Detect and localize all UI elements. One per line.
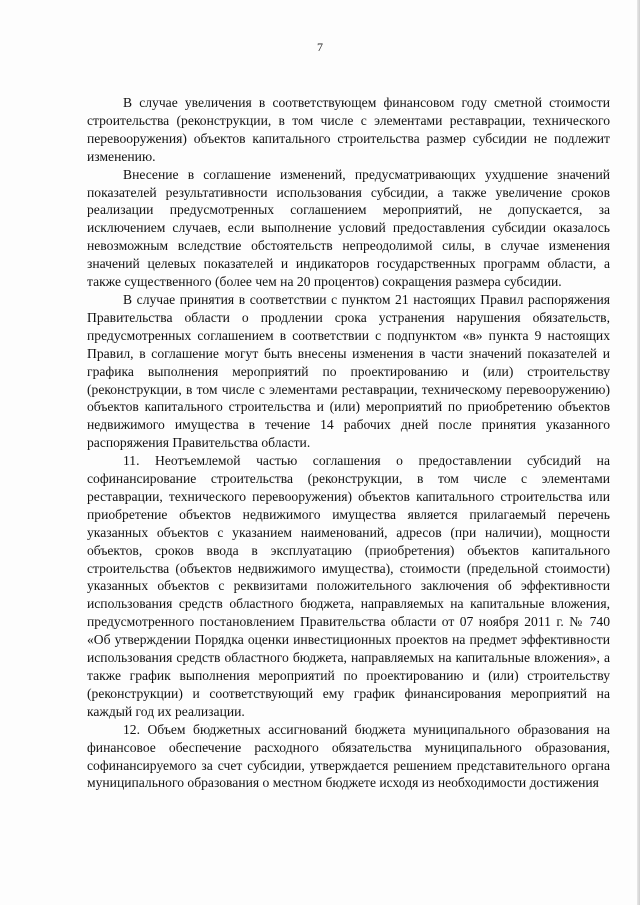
page-number: 7 bbox=[317, 40, 323, 54]
paragraph-izmeneniya-soglasheniya: Внесение в соглашение изменений, предусматривающих ухудшение значений показателей результативности использования субсидии, а также увеличение сроков реализации предусмотренных соглашением мероприятий, не допускается, за исключением случаев, если выполнение условий предоставления субсидии оказалось невозможным вследствие обстоятельств непреодолимой силы, в случае изменения значений целевых показателей и индикаторов государственных программ области, а также существенного (более чем на 20 процентов) сокращения размера субсидии. bbox=[87, 166, 610, 290]
paragraph-prodlenie-sroka: В случае принятия в соответствии с пунктом 21 настоящих Правил распоряжения Правительства области о продлении срока устранения нарушения обязательств, предусмотренных соглашением в соответствии с подпунктом «в» пункта 9 настоящих Правил, в соглашение могут быть внесены изменения в части значений показателей и графика выполнения мероприятий по проектированию и (или) строительству (реконструкции, в том числе с элементами реставрации, техническому перевооружению) объектов капитального строительства и (или) мероприятий по приобретению объектов недвижимого имущества в течение 14 рабочих дней после принятия указанного распоряжения Правительства области. bbox=[87, 291, 610, 451]
body-text bbox=[87, 94, 610, 792]
paragraph-sметная-stoimost: В случае увеличения в соответствующем финансовом году сметной стоимости строительства (реконструкции, в том числе с элементами реставрации, технического перевооружения) объектов капитального строительства размер субсидии не подлежит изменению. bbox=[87, 95, 610, 164]
paragraph-12-obem-assignovaniy: 12. Объем бюджетных ассигнований бюджета муниципального образования на финансовое обеспечение расходного обязательства муниципального образования, софинансируемого за счет субсидии, утверждается решением представительного органа муниципального образования о местном бюджете исходя из необходимости достижения bbox=[87, 721, 610, 791]
paragraph-11-perechen-obektov: 11. Неотъемлемой частью соглашения о предоставлении субсидий на софинансирование строительства (реконструкции, в том числе с элементами реставрации, технического перевооружения) объектов капитального строительства или приобретение объектов недвижимого имущества является прилагаемый перечень указанных объектов с указанием наименований, адресов (при наличии), мощности объектов, сроков ввода в эксплуатацию (приобретения) объектов капитального строительства (объектов недвижимого имущества), стоимости (предельной стоимости) указанных объектов с реквизитами положительного заключения об эффективности использования средств областного бюджета, направляемых на капитальные вложения, предусмотренного постановлением Правительства области от 07 ноября 2011 г. № 740 «Об утверждении Порядка оценки инвестиционных проектов на предмет эффективности использования средств областного бюджета, направляемых на капитальные вложения», а также график выполнения мероприятий по проектированию и (или) строительству (реконструкции) и соответствующий ему график финансирования мероприятий на каждый год их реализации. bbox=[87, 453, 610, 719]
